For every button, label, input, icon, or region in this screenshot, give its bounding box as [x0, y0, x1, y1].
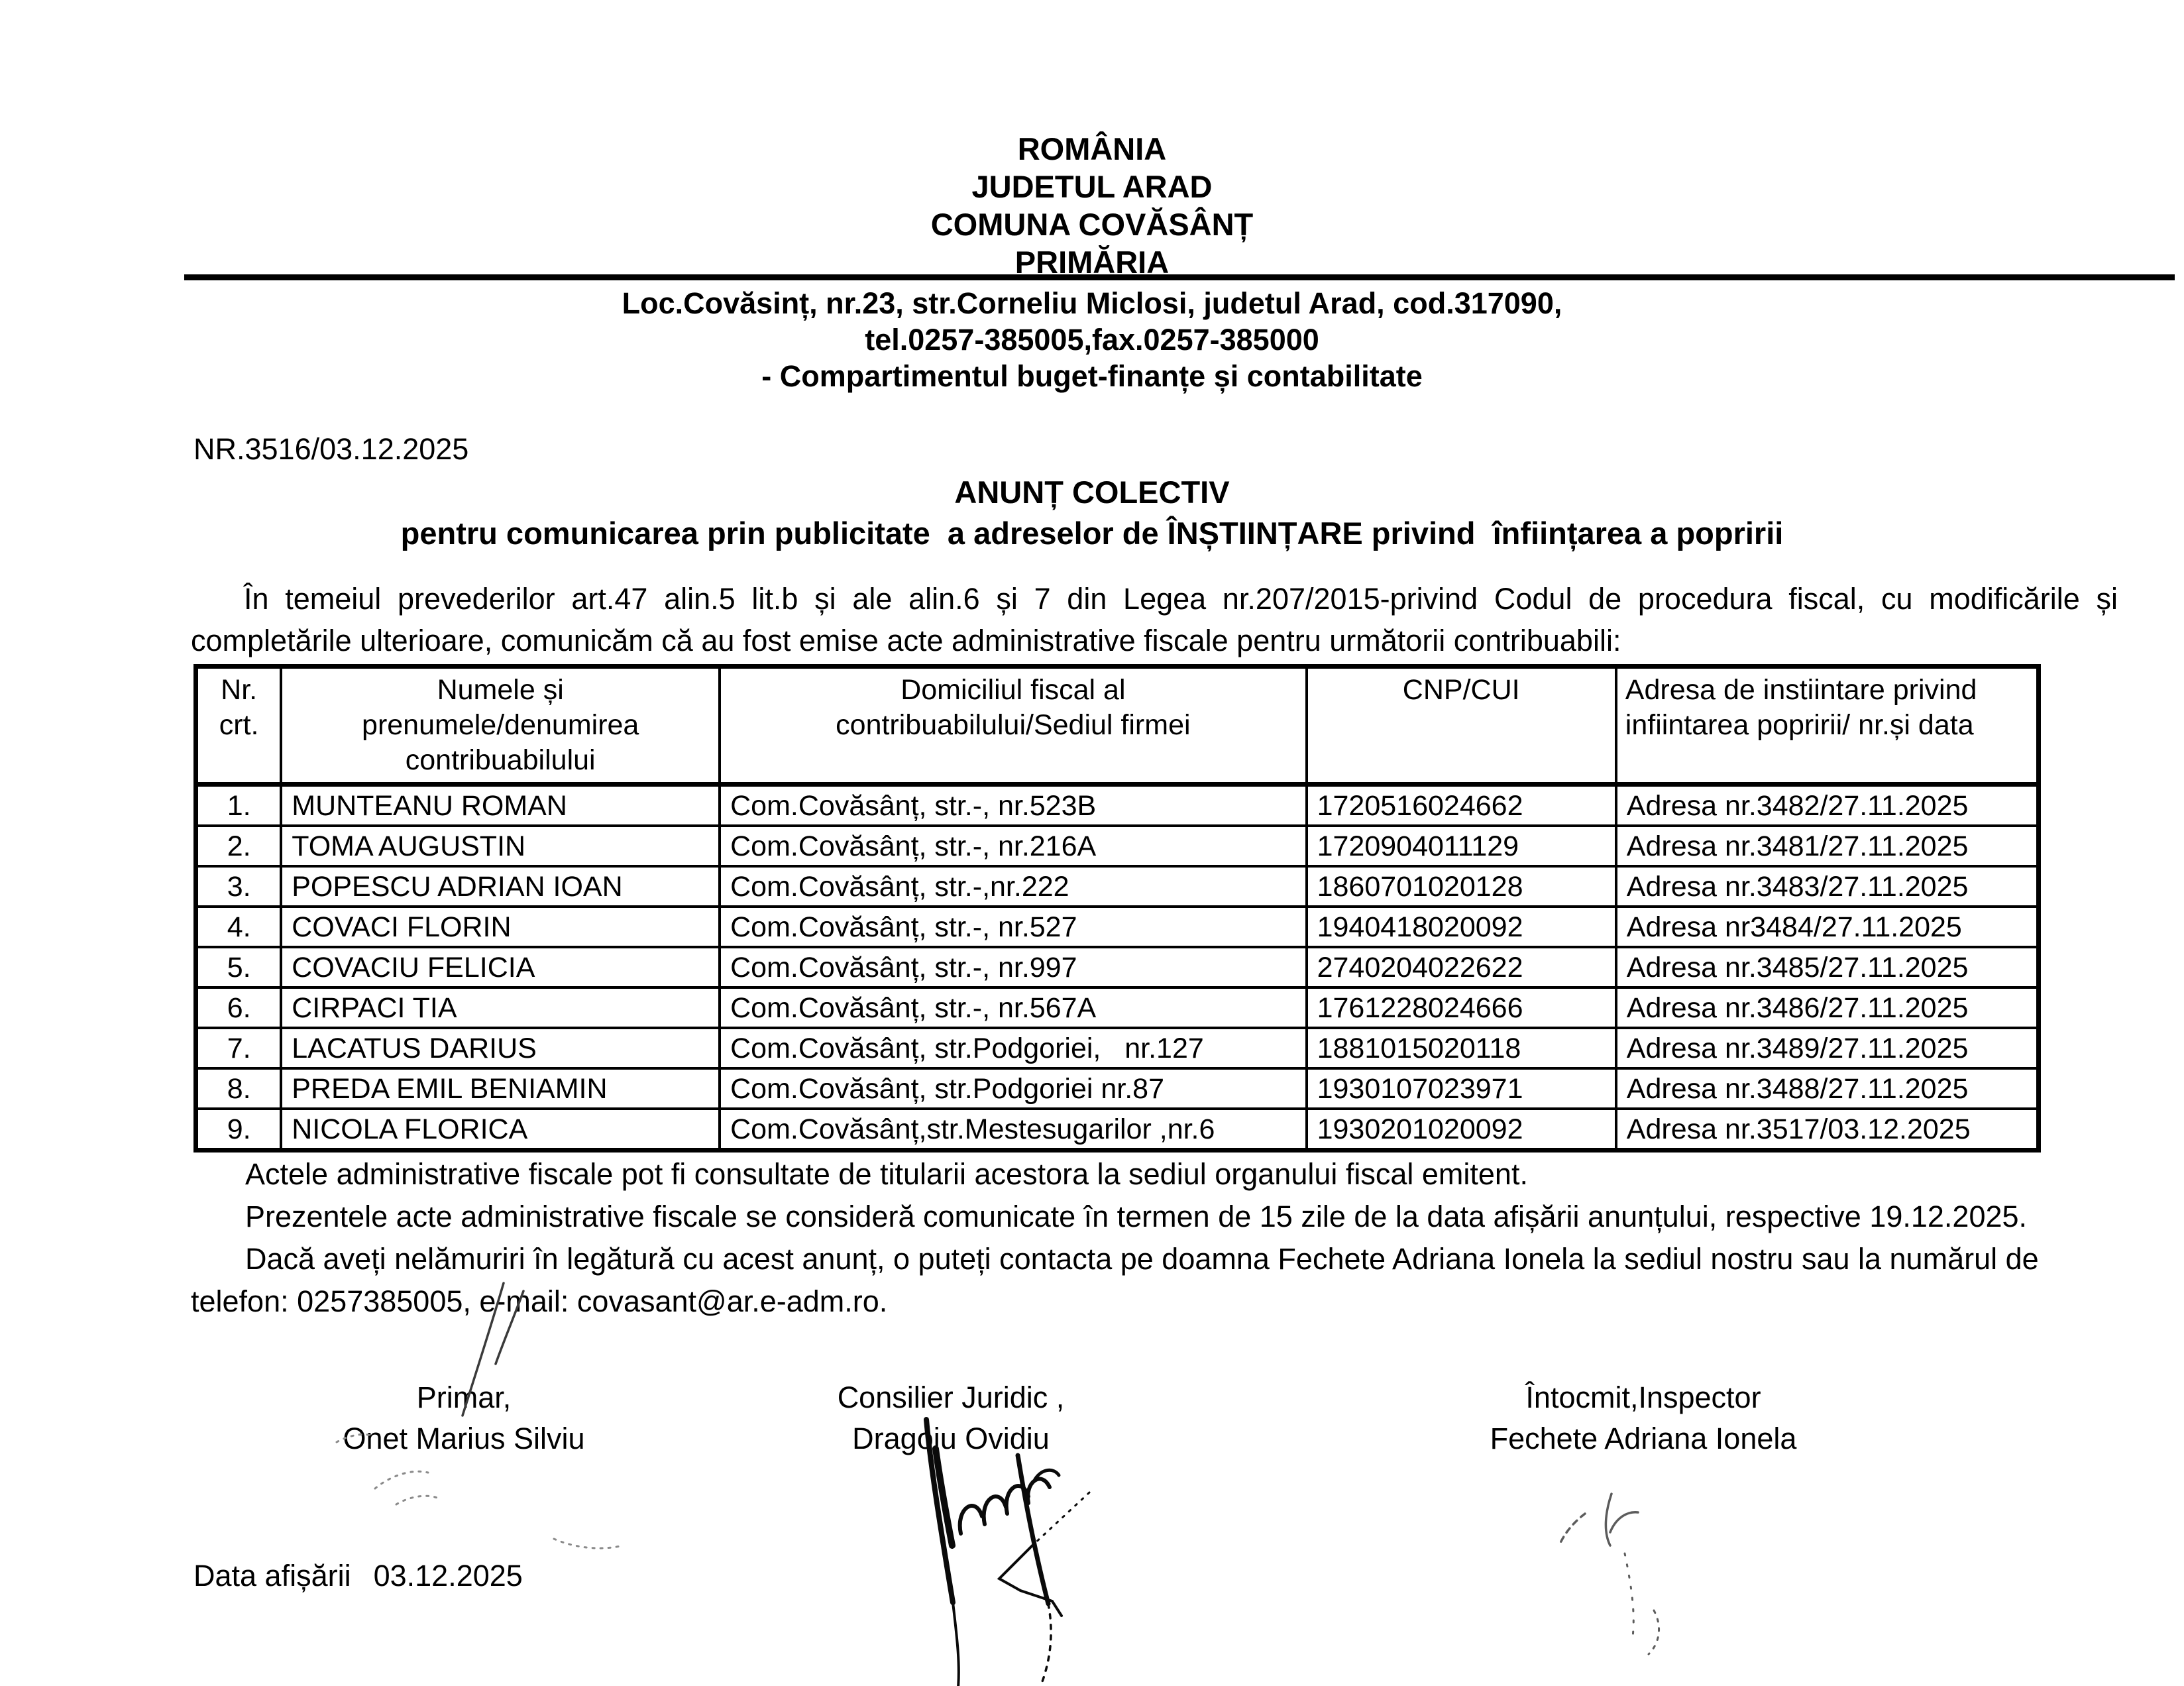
cell-cnp: 1720904011129 — [1307, 826, 1616, 866]
authority-line-cityhall: PRIMĂRIA — [1014, 245, 1170, 280]
signature-name: Dragoiu Ovidiu — [852, 1422, 1050, 1455]
col-header-name: Numele și prenumele/denumirea contribuabilului — [281, 667, 720, 785]
cell-domicile: Com.Covăsânț, str.Podgoriei nr.87 — [720, 1068, 1306, 1109]
cell-cnp: 2740204022622 — [1307, 947, 1616, 987]
cell-name: COVACI FLORIN — [281, 907, 720, 947]
cell-notice: Adresa nr.3482/27.11.2025 — [1616, 785, 2039, 826]
contact-block — [0, 285, 2184, 394]
authority-line-county: JUDETUL ARAD — [971, 169, 1213, 204]
table-row — [196, 987, 2039, 1028]
note-deadline: Prezentele acte administrative fiscale se consideră comunicate în termen de 15 zile de la data afișării anunțului, respective 19.12.2025. — [245, 1200, 2028, 1233]
table-row — [196, 785, 2039, 826]
table-header-row — [196, 667, 2039, 785]
col-header-notice: Adresa de instiintare privind infiintarea popririi/ nr.și data — [1616, 667, 2039, 785]
contact-address: Loc.Covăsinț, nr.23, str.Corneliu Miclosi, judetul Arad, cod.317090, — [622, 286, 1562, 320]
cell-notice: Adresa nr.3485/27.11.2025 — [1616, 947, 2039, 987]
signature-name: Onet Marius Silviu — [343, 1422, 585, 1455]
cell-domicile: Com.Covăsânț, str.-, nr.523B — [720, 785, 1306, 826]
contact-department: - Compartimentul buget-finanțe și contabilitate — [761, 359, 1423, 393]
cell-name: LACATUS DARIUS — [281, 1028, 720, 1068]
posting-date-value: 03.12.2025 — [373, 1559, 523, 1593]
cell-name: CIRPACI TIA — [281, 987, 720, 1028]
cell-cnp: 1940418020092 — [1307, 907, 1616, 947]
signature-role: Întocmit,Inspector — [1525, 1380, 1761, 1414]
table-row — [196, 826, 2039, 866]
signature-role: Primar, — [416, 1380, 512, 1414]
document-subtitle: pentru comunicarea prin publicitate a adreselor de ÎNȘTIINȚARE privind înființarea a popririi — [400, 516, 1784, 551]
cell-notice: Adresa nr.3483/27.11.2025 — [1616, 866, 2039, 907]
posting-date-line — [193, 1559, 523, 1593]
cell-notice: Adresa nr3484/27.11.2025 — [1616, 907, 2039, 947]
cell-notice: Adresa nr.3481/27.11.2025 — [1616, 826, 2039, 866]
cell-domicile: Com.Covăsânț, str.-, nr.567A — [720, 987, 1306, 1028]
cell-domicile: Com.Covăsânț, str.-, nr.997 — [720, 947, 1306, 987]
signature-mayor — [252, 1377, 676, 1459]
cell-nr: 1. — [196, 785, 282, 826]
cell-nr: 4. — [196, 907, 282, 947]
cell-nr: 7. — [196, 1028, 282, 1068]
cell-domicile: Com.Covăsânț, str.Podgoriei, nr.127 — [720, 1028, 1306, 1068]
table-row — [196, 907, 2039, 947]
signature-ink-right — [1560, 1494, 1659, 1654]
document-title: ANUNȚ COLECTIV — [954, 475, 1230, 510]
contact-phone-fax: tel.0257-385005,fax.0257-385000 — [865, 323, 1319, 357]
signature-inspector — [1425, 1377, 1862, 1459]
signature-role: Consilier Juridic , — [837, 1380, 1065, 1414]
cell-cnp: 1930201020092 — [1307, 1109, 1616, 1151]
cell-notice: Adresa nr.3486/27.11.2025 — [1616, 987, 2039, 1028]
col-header-domicile: Domiciliul fiscal al contribuabilului/Sediul firmei — [720, 667, 1306, 785]
cell-cnp: 1930107023971 — [1307, 1068, 1616, 1109]
notes-block — [191, 1153, 2118, 1323]
cell-nr: 5. — [196, 947, 282, 987]
cell-name: NICOLA FLORICA — [281, 1109, 720, 1151]
table-row — [196, 1109, 2039, 1151]
cell-domicile: Com.Covăsânț, str.-,nr.222 — [720, 866, 1306, 907]
col-header-nr: Nr. crt. — [196, 667, 282, 785]
cell-name: POPESCU ADRIAN IOAN — [281, 866, 720, 907]
cell-notice: Adresa nr.3489/27.11.2025 — [1616, 1028, 2039, 1068]
table-row — [196, 866, 2039, 907]
cell-domicile: Com.Covăsânț,str.Mestesugarilor ,nr.6 — [720, 1109, 1306, 1151]
debtors-table — [193, 664, 2041, 1152]
cell-cnp: 1761228024666 — [1307, 987, 1616, 1028]
col-header-cnp: CNP/CUI — [1307, 667, 1616, 785]
posting-date-label: Data afișării — [193, 1559, 351, 1593]
signature-name: Fechete Adriana Ionela — [1490, 1422, 1797, 1455]
cell-notice: Adresa nr.3488/27.11.2025 — [1616, 1068, 2039, 1109]
reference-number: NR.3516/03.12.2025 — [193, 432, 469, 466]
authority-header — [0, 130, 2184, 281]
title-block — [0, 472, 2184, 554]
cell-name: PREDA EMIL BENIAMIN — [281, 1068, 720, 1109]
cell-name: COVACIU FELICIA — [281, 947, 720, 987]
cell-nr: 9. — [196, 1109, 282, 1151]
intro-paragraph: În temeiul prevederilor art.47 alin.5 lit.b și ale alin.6 și 7 din Legea nr.207/2015-privind Codul de procedura fiscal, cu modificările și completările ulterioare, comunicăm că au fost emise acte administrative fiscale pentru următorii contribuabili: — [191, 582, 2118, 657]
cell-domicile: Com.Covăsânț, str.-, nr.216A — [720, 826, 1306, 866]
header-divider — [184, 274, 2175, 280]
cell-name: MUNTEANU ROMAN — [281, 785, 720, 826]
table-row — [196, 947, 2039, 987]
signature-legal-adviser — [736, 1377, 1166, 1459]
table-row — [196, 1028, 2039, 1068]
note-consultation: Actele administrative fiscale pot fi consultate de titularii acestora la sediul organului fiscal emitent. — [245, 1157, 1528, 1191]
cell-notice: Adresa nr.3517/03.12.2025 — [1616, 1109, 2039, 1151]
cell-cnp: 1881015020118 — [1307, 1028, 1616, 1068]
note-contact: Dacă aveți nelămuriri în legătură cu acest anunț, o puteți contacta pe doamna Fechete Adriana Ionela la sediul nostru sau la numărul de telefon: 0257385005, e-mail: covasant@ar.e-adm.ro. — [191, 1242, 2039, 1318]
cell-cnp: 1860701020128 — [1307, 866, 1616, 907]
cell-nr: 2. — [196, 826, 282, 866]
cell-nr: 6. — [196, 987, 282, 1028]
signature-ink-center — [926, 1420, 1089, 1686]
table-row — [196, 1068, 2039, 1109]
cell-cnp: 1720516024662 — [1307, 785, 1616, 826]
cell-name: TOMA AUGUSTIN — [281, 826, 720, 866]
cell-nr: 8. — [196, 1068, 282, 1109]
cell-nr: 3. — [196, 866, 282, 907]
authority-line-commune: COMUNA COVĂSÂNȚ — [930, 207, 1254, 242]
authority-line-country: ROMÂNIA — [1017, 131, 1167, 166]
cell-domicile: Com.Covăsânț, str.-, nr.527 — [720, 907, 1306, 947]
